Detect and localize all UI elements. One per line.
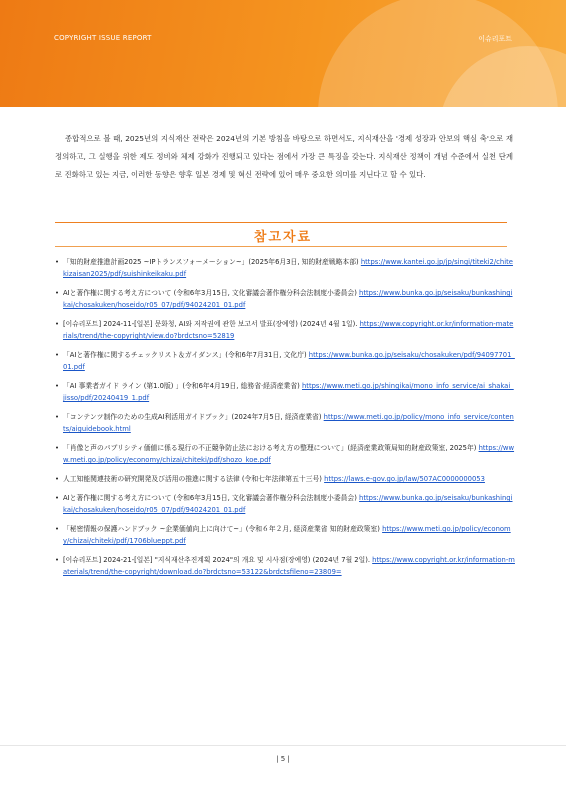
reference-link[interactable]: https://www.copyright.or.kr/information-materials/trend/the-copyright/download.do?brdctsno=53122&brdctsfileno=23809= (63, 556, 515, 576)
reference-text: 「AIと著作権に関するチェックリスト＆ガイダンス」(令和6年7月31日, 文化庁) (63, 351, 309, 359)
reference-text: [이슈리포트] 2024-21-[일본] "지식재산추진계획 2024"의 개요 및 시사점(장예영) (2024년 7월 2일). (63, 556, 373, 564)
reference-text: 「コンテンツ制作のための生成AI利活用ガイドブック」(2024年7月5日, 経済産業省) (63, 413, 324, 421)
list-item (55, 411, 515, 435)
list-item (55, 473, 515, 485)
list-item (55, 287, 515, 311)
list-item (55, 554, 515, 578)
report-type-label: 이슈리포트 (478, 35, 512, 43)
reference-link[interactable]: https://www.meti.go.jp/policy/economy/chizai/chiteki/pdf/shozo_koe.pdf (63, 444, 515, 464)
reference-text: 「秘密情報の保護ハンドブック ~企業価値向上に向けて~」(令和６年２月, 経済産業省 知的財産政策室) (63, 525, 383, 533)
reference-link[interactable]: https://www.bunka.go.jp/seisaku/chosakuken/pdf/94097701_01.pdf (63, 351, 515, 371)
references-title: 참고자료 (253, 230, 313, 245)
reference-link[interactable]: https://www.meti.go.jp/shingikai/mono_info_service/ai_shakai_jisso/pdf/20240419_1.pdf (63, 382, 514, 402)
divider-top (55, 222, 507, 223)
report-series-label: COPYRIGHT ISSUE REPORT (54, 34, 152, 42)
list-item (55, 492, 515, 516)
list-item (55, 349, 515, 373)
reference-link[interactable]: https://www.bunka.go.jp/seisaku/bunkashingikai/chosakuken/hoseido/r05_07/pdf/94024201_01.pdf (63, 289, 513, 309)
reference-text: 「AI 事業者ガイド ライン (第1.0版) 」(令和6年4月19日, 総務省·経済産業省) (63, 382, 302, 390)
list-item (55, 442, 515, 466)
reference-link[interactable]: https://www.meti.go.jp/policy/mono_info_service/contents/aiguidebook.html (63, 413, 514, 433)
page-number: | 5 | (276, 755, 290, 763)
reference-text: 人工知能関連技術の研究開発及び活用の推進に関する法律 (令和七年法律第五十三号) (63, 475, 325, 483)
reference-text: AIと著作権に関する考え方について (令和6年3月15日, 文化審議会著作権分科会法制度小委員会) (63, 289, 360, 297)
divider-bottom (55, 246, 507, 247)
list-item (55, 523, 515, 547)
reference-link[interactable]: https://www.kantei.go.jp/jp/singi/titeki2/chitekizaisan2025/pdf/suishinkeikaku.pdf (63, 258, 513, 278)
reference-list (55, 256, 515, 585)
reference-link[interactable]: https://www.bunka.go.jp/seisaku/bunkashingikai/chosakuken/hoseido/r05_07/pdf/94024201_01.pdf (63, 494, 513, 514)
reference-link[interactable]: https://www.copyright.or.kr/information-materials/trend/the-copyright/view.do?brdctsno=52819 (63, 320, 514, 340)
reference-link[interactable]: https://laws.e-gov.go.jp/law/507AC0000000053 (324, 475, 485, 483)
reference-text: 「知的財産推進計画2025 ~IPトランスフォーメーション~」(2025年6月3日, 知的財産戦略本部) (63, 258, 361, 266)
reference-text: [이슈리포트] 2024-11-[일본] 문화청, AI와 저작권에 관한 보고서 발표(장예영) (2024년 4월 1일). (63, 320, 360, 328)
list-item (55, 256, 515, 280)
reference-link[interactable]: https://www.meti.go.jp/policy/economy/chizai/chiteki/pdf/1706blueppt.pdf (63, 525, 511, 545)
reference-text: 「肖像と声のパブリシティ価値に係る現行の不正競争防止法における考え方の整理について」(経済産業政策局知的財産政策室, 2025年) (63, 444, 479, 452)
footer-divider (0, 745, 566, 746)
list-item (55, 318, 515, 342)
list-item (55, 380, 515, 404)
intro-paragraph: 종합적으로 볼 때, 2025년의 지식재산 전략은 2024년의 기본 방침을 바탕으로 하면서도, 지식재산을 '경제 성장과 안보의 핵심 축'으로 재정의하고, 그 실행을 위한 제도 정비와 체제 강화가 진행되고 있다는 점에서 가장 큰 특징을 갖는다. 지식재산 정책이 개념 수준에서 실천 단계로 진화하고 있는 지금, 이러한 동향은 향후 일본 경제 및 혁신 전략에 있어 매우 중요한 의미를 지닌다고 할 수 있다. (55, 134, 513, 179)
reference-text: AIと著作権に関する考え方について (令和6年3月15日, 文化審議会著作権分科会法制度小委員会) (63, 494, 360, 502)
page-header (0, 0, 566, 107)
